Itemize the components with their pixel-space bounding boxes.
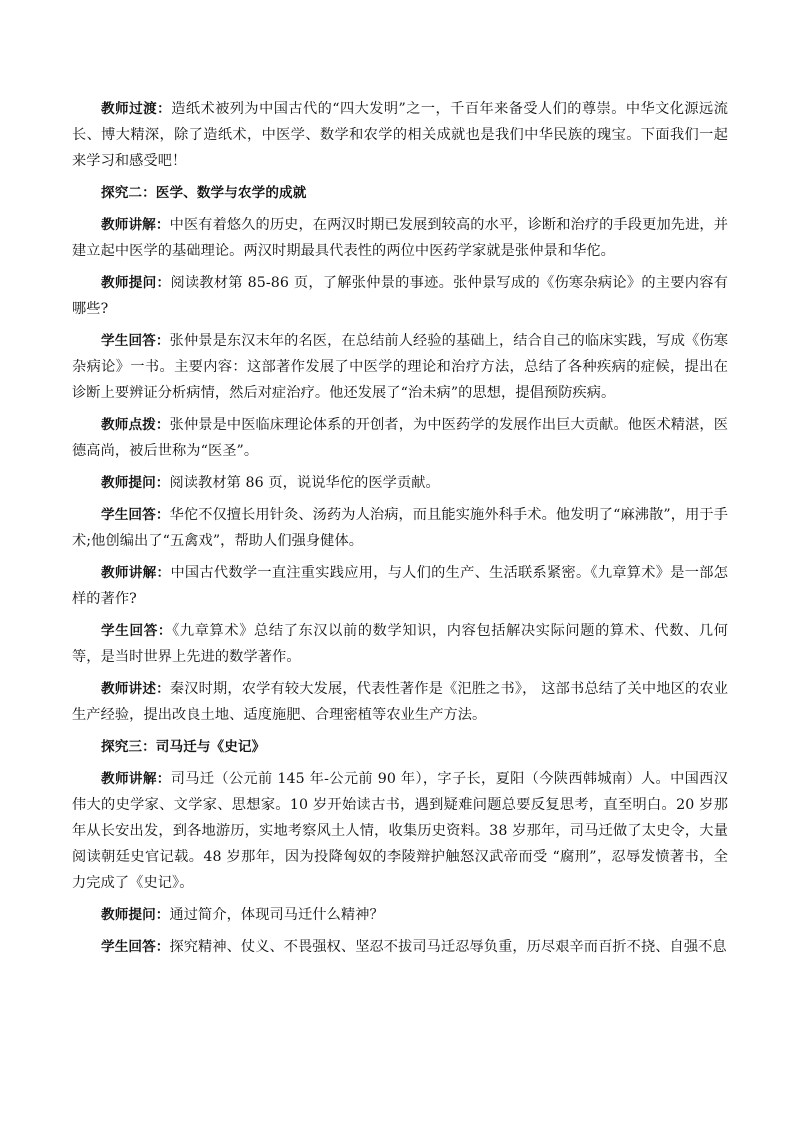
speaker-label: 教师提问：	[101, 475, 170, 491]
speaker-label: 教师点拨：	[101, 417, 170, 433]
paragraph-student-answer	[72, 328, 728, 406]
speaker-label: 教师讲解：	[101, 565, 171, 581]
speaker-label: 学生回答：	[101, 939, 170, 955]
paragraph-text: 阅读教材第 86 页，说说华佗的医学贡献。	[169, 475, 440, 491]
paragraph-teacher-narration	[72, 676, 728, 728]
paragraph-teacher-explain	[72, 766, 728, 896]
paragraph-student-answer	[72, 618, 728, 670]
paragraph-teacher-question	[72, 902, 728, 928]
speaker-label: 学生回答：	[101, 623, 173, 639]
paragraph-text: 秦汉时期，农学有较大发展，代表性著作是《汜胜之书》， 这部书总结了关中地区的农业生产经验，提出改良土地、适度施肥、合理密植等农业生产方法。	[72, 681, 728, 723]
section-heading-explore-three: 探究三：司马迁与《史记》	[101, 739, 266, 755]
paragraph-text: 张仲景是东汉末年的名医，在总结前人经验的基础上，结合自己的临床实践，写成《伤寒杂病论》一书。主要内容：这部著作发展了中医学的理论和治疗方法，总结了各种疾病的症候，提出在诊断上要辨证分析病情，然后对症治疗。他还发展了“治未病”的思想，提倡预防疾病。	[72, 333, 728, 401]
paragraph-text: 中医有着悠久的历史，在两汉时期已发展到较高的水平，诊断和治疗的手段更加先进，并建立起中医学的基础理论。两汉时期最具代表性的两位中医药学家就是张仲景和华佗。	[72, 217, 728, 259]
paragraph-teacher-question	[72, 270, 728, 322]
paragraph-text: 探究精神、仗义、不畏强权、坚忍不拔司马迁忍辱负重，历尽艰辛而百折不挠、自强不息	[169, 939, 727, 955]
paragraph-text: 通过简介，体现司马迁什么精神？	[169, 907, 384, 923]
paragraph-text: 中国古代数学一直注重实践应用，与人们的生产、生活联系紧密。《九章算术》是一部怎样的著作?	[72, 565, 728, 607]
paragraph-text: 张仲景是中医临床理论体系的开创者，为中医药学的发展作出巨大贡献。他医术精湛，医德高尚，被后世称为“医圣”。	[72, 417, 728, 459]
speaker-label: 教师提问：	[101, 907, 170, 923]
paragraph-teacher-transition	[72, 96, 728, 174]
paragraph-student-answer	[72, 502, 728, 554]
paragraph-text: 华佗不仅擅长用针灸、汤药为人治病，而且能实施外科手术。他发明了“麻沸散”，用于手术;他创编出了“五禽戏”，帮助人们强身健体。	[72, 507, 729, 549]
speaker-label: 教师讲解：	[101, 217, 170, 233]
speaker-label: 教师提问：	[101, 275, 171, 291]
paragraph-teacher-explain	[72, 560, 728, 612]
speaker-label: 教师讲述：	[101, 681, 170, 697]
paragraph-text: 造纸术被列为中国古代的“四大发明”之一，千百年来备受人们的尊崇。中华文化源远流长、博大精深，除了造纸术，中医学、数学和农学的相关成就也是我们中华民族的瑰宝。下面我们一起来学习和感受吧！	[72, 101, 728, 169]
speaker-label: 教师讲解：	[101, 771, 171, 787]
paragraph-teacher-explain	[72, 212, 728, 264]
paragraph-text: 阅读教材第 85-86 页，了解张仲景的事迹。张仲景写成的《伤寒杂病论》的主要内容有哪些?	[72, 275, 729, 317]
paragraph-text: 《九章算术》总结了东汉以前的数学知识，内容包括解决实际问题的算术、代数、几何等，是当时世界上先进的数学著作。	[72, 623, 728, 665]
paragraph-student-answer	[72, 934, 728, 960]
paragraph-teacher-guidance	[72, 412, 728, 464]
speaker-label: 学生回答：	[101, 333, 170, 349]
section-heading-explore-two: 探究二：医学、数学与农学的成就	[101, 185, 307, 201]
paragraph-teacher-question	[72, 470, 728, 496]
speaker-label: 教师过渡：	[101, 101, 172, 117]
speaker-label: 学生回答：	[101, 507, 170, 523]
paragraph-text: 司马迁（公元前 145 年-公元前 90 年），字子长，夏阳（今陕西韩城南）人。中国西汉伟大的史学家、文学家、思想家。10 岁开始读古书，遇到疑难问题总要反复思考，直至明白。20 岁那年从长安出发，到各地游历，实地考察风土人情，收集历史资料。38 岁那年，司马迁做了太史令，大量阅读朝廷史官记载。48 岁那年，因为投降匈奴的李陵辩护触怒汉武帝而受 “腐刑”，忍辱发愤著书，全力完成了《史记》。	[72, 771, 728, 891]
